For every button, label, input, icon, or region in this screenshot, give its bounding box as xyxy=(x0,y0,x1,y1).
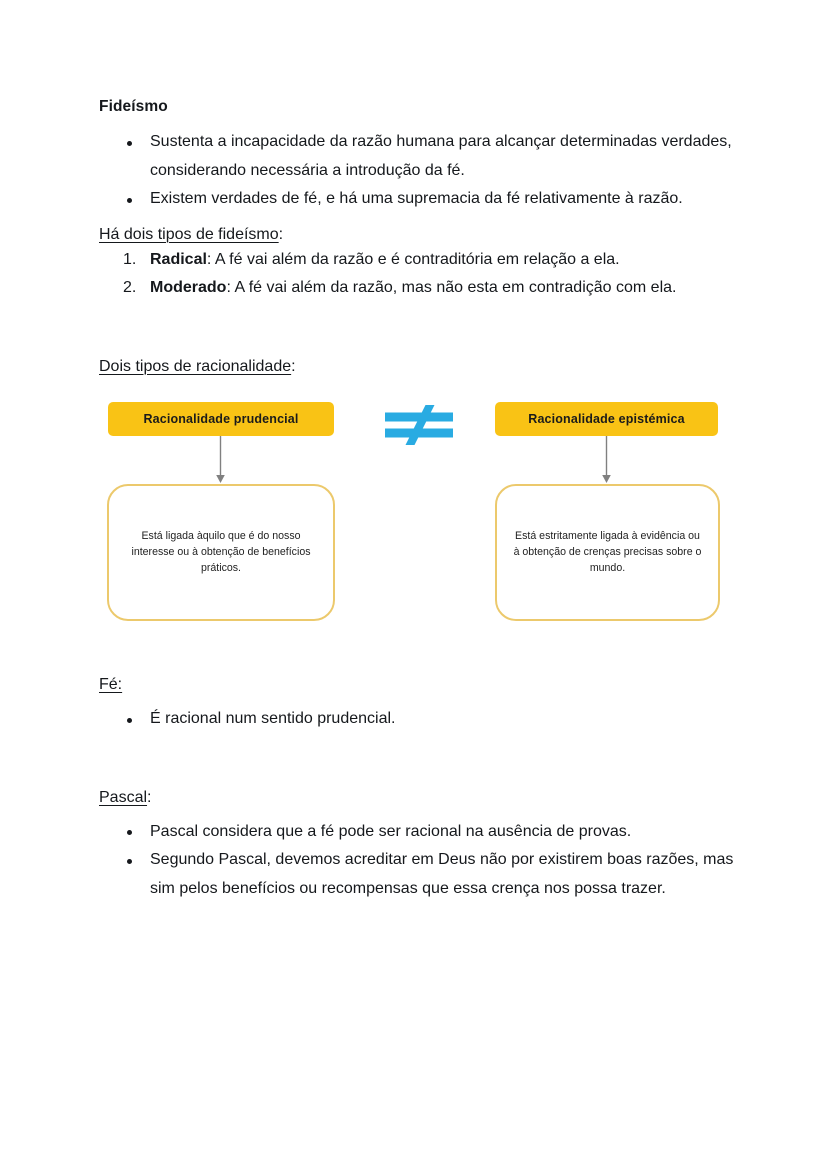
diagram-body-text: Está estritamente ligada à evidência ou à obtenção de crenças precisas sobre o mundo. xyxy=(513,530,702,575)
list-item-text: : A fé vai além da razão, mas não esta em contradição com ela. xyxy=(226,279,677,297)
list-item-term: Moderado xyxy=(150,279,227,297)
list-item: É racional num sentido prudencial. xyxy=(99,705,749,734)
not-equal-icon xyxy=(383,404,455,446)
diagram-arrow-epistemica xyxy=(601,436,612,484)
tipos-fideismo-list xyxy=(99,246,749,303)
section-label-racionalidade xyxy=(99,355,749,378)
diagram-header-label: Racionalidade prudencial xyxy=(143,411,299,426)
section-label-colon: : xyxy=(147,788,152,806)
section-label-text: Há dois tipos de fideísmo xyxy=(99,225,279,243)
diagram-body-box-epistemica xyxy=(495,484,720,621)
section-label-text: Dois tipos de racionalidade xyxy=(99,357,292,375)
list-item: Existem verdades de fé, e há uma supremacia da fé relativamente à razão. xyxy=(99,185,749,214)
list-item: Pascal considera que a fé pode ser racional na ausência de provas. xyxy=(99,818,749,847)
fideismo-bullet-list xyxy=(99,128,749,214)
diagram-header-box-epistemica xyxy=(495,402,718,436)
list-item: Segundo Pascal, devemos acreditar em Deus não por existirem boas razões, mas sim pelos benefícios ou recompensas que essa crença nos possa trazer. xyxy=(99,846,749,903)
document-content xyxy=(99,98,749,903)
page-title: Fideísmo xyxy=(99,98,168,115)
rationality-diagram xyxy=(99,390,749,633)
diagram-arrow-prudencial xyxy=(215,436,226,484)
section-label-colon: : xyxy=(291,357,296,375)
section-label-fe xyxy=(99,673,749,696)
pascal-bullet-list xyxy=(99,818,749,904)
diagram-body-text: Está ligada àquilo que é do nosso interesse ou à obtenção de benefícios práticos. xyxy=(131,530,311,575)
section-label-pascal xyxy=(99,786,749,809)
section-label-text: Pascal xyxy=(99,788,148,806)
diagram-header-label: Racionalidade epistémica xyxy=(528,411,685,426)
list-item xyxy=(99,246,749,275)
diagram-header-box-prudencial xyxy=(108,402,334,436)
list-item-text: : A fé vai além da razão e é contraditória em relação a ela. xyxy=(206,250,620,268)
section-label-text: Fé: xyxy=(99,675,123,693)
section-label-tipos-fideismo xyxy=(99,223,749,246)
fe-bullet-list xyxy=(99,705,749,734)
diagram-body-box-prudencial xyxy=(107,484,335,621)
list-item xyxy=(99,274,749,303)
section-label-colon: : xyxy=(278,225,284,243)
list-item-term: Radical xyxy=(150,250,207,268)
list-item: Sustenta a incapacidade da razão humana para alcançar determinadas verdades, considerando necessária a introdução da fé. xyxy=(99,128,749,185)
